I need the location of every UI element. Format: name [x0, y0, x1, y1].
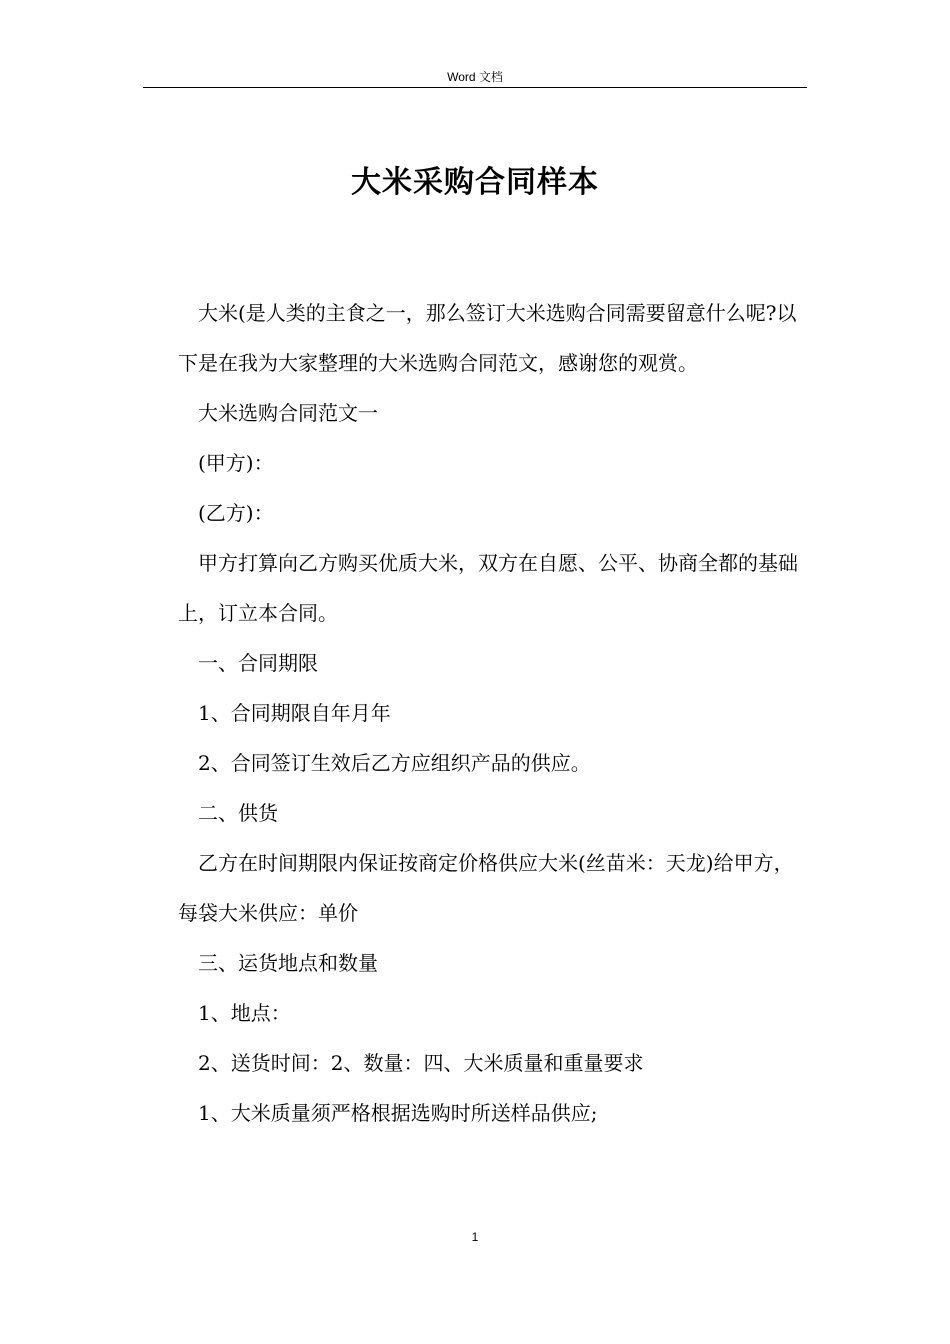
- paragraph: 1、地点：: [198, 1001, 291, 1025]
- paragraph: (甲方)：: [198, 451, 274, 475]
- document-body: [178, 288, 806, 1138]
- paragraph: 1、大米质量须严格根据选购时所送样品供应;: [198, 1101, 598, 1125]
- paragraph: (乙方)：: [198, 501, 274, 525]
- paragraph: 2、送货时间：2、数量：四、大米质量和重量要求: [198, 1051, 644, 1075]
- page-number: 1: [471, 1230, 479, 1244]
- header-divider: [143, 87, 807, 88]
- paragraph: 1、合同期限自年月年: [198, 701, 391, 725]
- section-heading: 二、供货: [198, 801, 278, 825]
- section-heading: 一、合同期限: [198, 651, 318, 675]
- paragraph: 甲方打算向乙方购买优质大米，双方在自愿、公平、协商全都的基础上，订立本合同。: [178, 551, 798, 625]
- section-heading: 三、运货地点和数量: [198, 951, 378, 975]
- page-header-label: Word 文档: [447, 70, 503, 84]
- paragraph: 大米选购合同范文一: [198, 401, 378, 425]
- document-title: 大米采购合同样本: [351, 165, 599, 200]
- paragraph: 2、合同签订生效后乙方应组织产品的供应。: [198, 751, 591, 775]
- paragraph: 乙方在时间期限内保证按商定价格供应大米(丝苗米：天龙)给甲方，每袋大米供应：单价: [178, 851, 794, 925]
- paragraph: 大米(是人类的主食之一，那么签订大米选购合同需要留意什么呢?以下是在我为大家整理的大米选购合同范文，感谢您的观赏。: [178, 301, 797, 375]
